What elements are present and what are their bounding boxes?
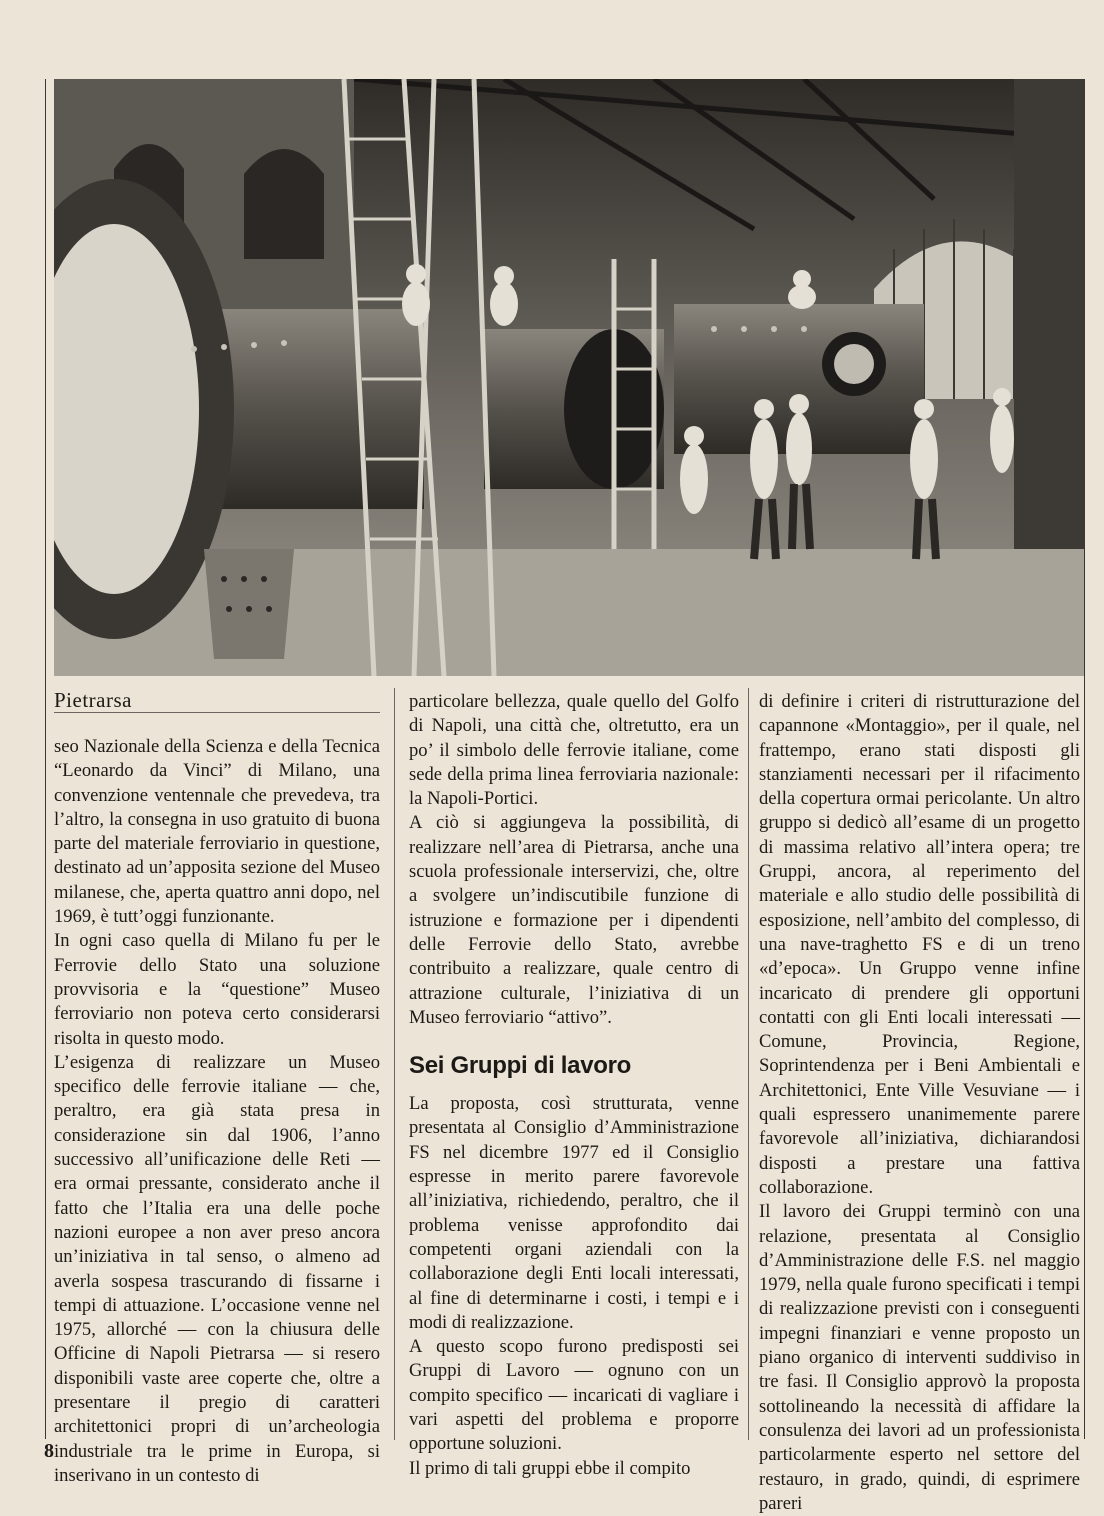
paragraph: seo Nazionale della Scienza e della Tecnica “Leonardo da Vinci” di Milano, una convenzione ventennale che prevedeva, tra l’altro, la consegna in uso gratuito di buona parte del materiale ferroviario in questione, destinato ad un’apposita sezione del Museo milanese, che, aperta quattro anni dopo, nel 1969, è tutt’oggi funzionante. [54,736,380,928]
paragraph: particolare bellezza, quale quello del Golfo di Napoli, una città che, oltretutto, era un po’ il simbolo delle ferrovie italiane, come sede della prima linea ferroviaria nazionale: la Napoli-Portici. [409,691,739,810]
section-title: Pietrarsa [54,688,132,712]
paragraph: A ciò si aggiungeva la possibilità, di realizzare nell’area di Pietrarsa, anche una scuola professionale interservizi, che, oltre a svolgere un’indiscutibile funzione di istruzione e formazione per i dipendenti delle Ferrovie dello Stato, avrebbe contribuito a realizzare, quale centro di attrazione culturale, l’iniziativa di un Museo ferroviario “attivo”. [409,812,739,1028]
paragraph: L’esigenza di realizzare un Museo specifico delle ferrovie italiane — che, peraltro, era già stata presa in considerazione sin dal 1906, l’anno successivo all’unificazione delle Reti — era ormai pressante, considerato anche il fatto che l’Italia era una delle poche nazioni europee a non aver preso ancora un’iniziativa in tal senso, o almeno ad averla sospesa trascurando di fissarne i tempi di attuazione. L’occasione venne nel 1975, allorché — con la chiusura delle Officine di Napoli Pietrarsa — si resero disponibili vaste aree coperte che, oltre a presentare il pregio di caratteri architettonici propri di un’archeologia industriale tra le prime in Europa, si inserivano in un contesto di [54,1051,380,1486]
paragraph: In ogni caso quella di Milano fu per le Ferrovie dello Stato una soluzione provvisoria e la “questione” Museo ferroviario non poteva certo considerarsi risolta in questo modo. [54,930,380,1049]
subheading: Sei Gruppi di lavoro [409,1052,632,1080]
paragraph: Il lavoro dei Gruppi terminò con una relazione, presentata al Consiglio d’Amministrazione delle F.S. nel maggio 1979, nella quale furono specificati i tempi di realizzazione previsti con i conseguenti impegni finanziari e venne proposto un piano organico di interventi suddiviso in tre fasi. Il Consiglio approvò la proposta sottolineando la necessità di affidare la consulenza dei lavori ad un professionista particolarmente esperto nel settore del restauro, in grado, quindi, di esprimere pareri [759,1201,1080,1514]
paragraph: La proposta, così strutturata, venne presentata al Consiglio d’Amministrazione FS nel dicembre 1977 ed il Consiglio espresse in merito parere favorevole all’iniziativa, richiedendo, peraltro, che il problema venisse approfondito dai competenti organi aziendali con la collaborazione degli Enti locali interessati, al fine di determinarne i costi, i tempi e i modi di realizzazione. [409,1093,739,1333]
section-header-rule [54,712,380,713]
article-column-1 [54,735,380,1488]
paragraph: Il primo di tali gruppi ebbe il compito [409,1457,691,1479]
workshop-photo [54,79,1084,676]
article-column-2 [409,690,739,1481]
section-header [54,688,380,713]
paragraph: di definire i criteri di ristrutturazione del capannone «Montaggio», per il quale, nel frattempo, erano stati disposti gli stanziamenti necessari per il rifacimento della copertura ormai pericolante. Un altro gruppo si dedicò all’esame di un progetto di massima relativo all’intera opera; tre Gruppi, ancora, al reperimento del materiale e allo studio delle possibilità di esposizione, nell’ambito del complesso, di una nave-traghetto FS e di un treno «d’epoca». Un Gruppo venne infine incaricato di prendere gli opportuni contatti con gli Enti locali interessati — Comune, Provincia, Regione, Soprintendenza per i Beni Ambientali e Architettonici, Ente Ville Vesuviane — i quali espressero unanimemente parere favorevole all’iniziativa, dichiarandosi disposti a prestare una fattiva collaborazione. [759,691,1080,1198]
page-number: 8 [44,1440,54,1462]
article-column-3 [759,690,1080,1516]
column-divider [394,688,395,1440]
boiler-restoration-photo [54,79,1084,676]
column-divider [748,688,749,1440]
right-margin-rule [1084,79,1085,1439]
paragraph: A questo scopo furono predisposti sei Gruppi di Lavoro — ognuno con un compito specifico — incaricati di vagliare i vari aspetti del problema e proporre opportune soluzioni. [409,1336,739,1455]
left-margin-rule [45,79,46,1439]
